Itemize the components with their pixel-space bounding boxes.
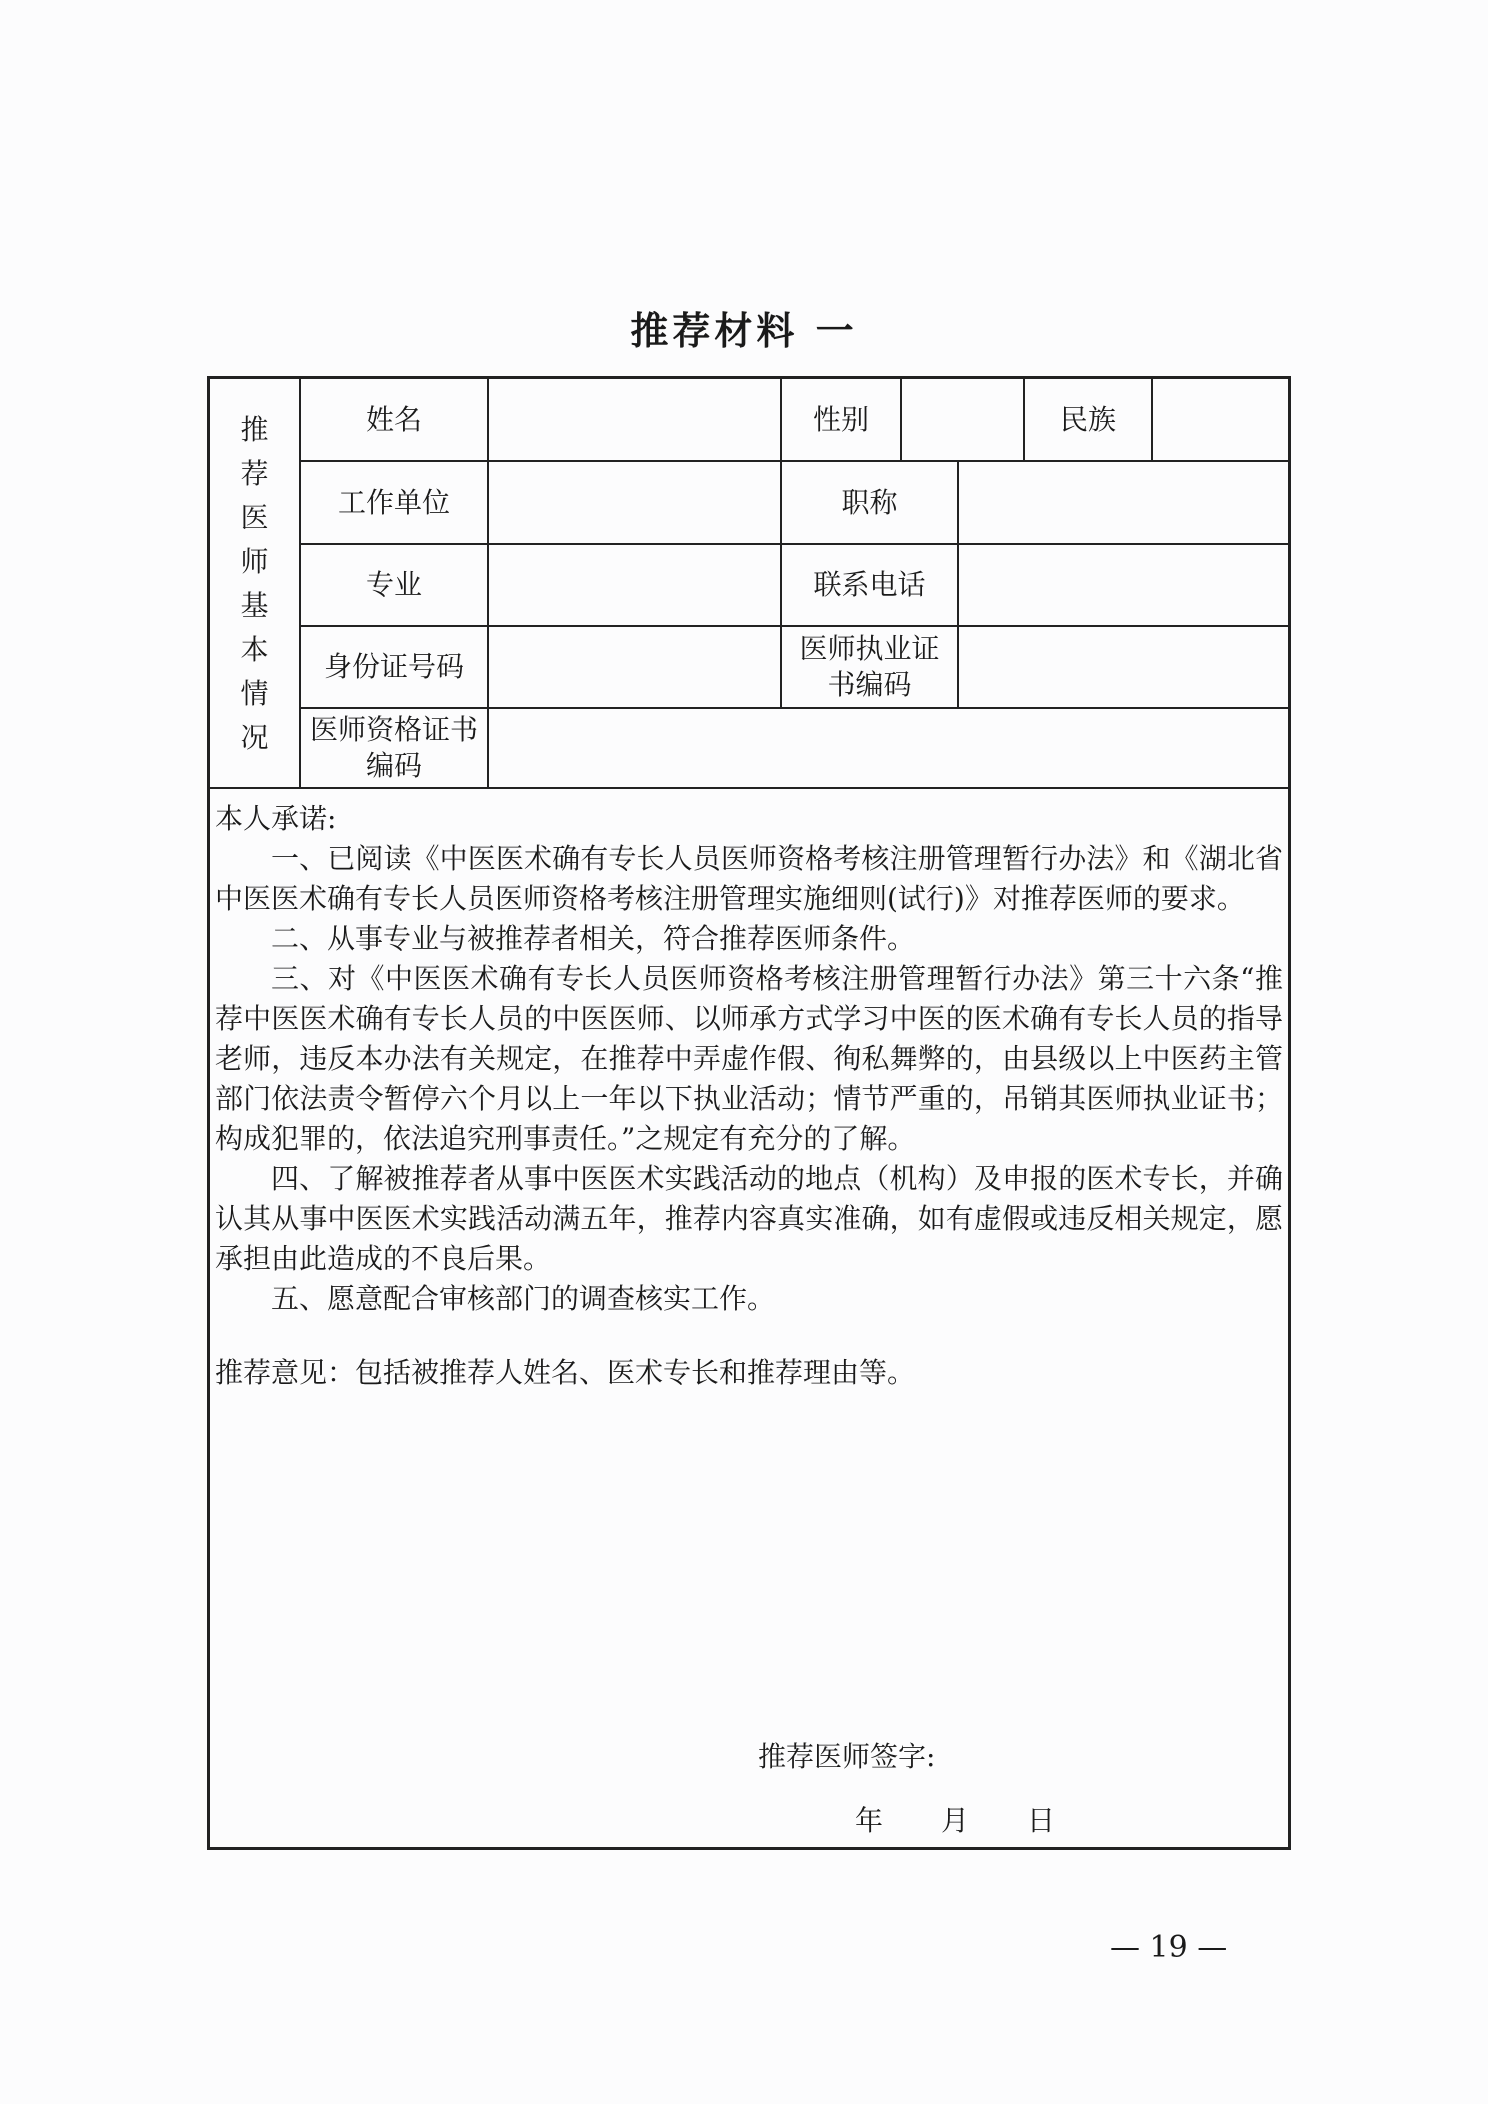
commitment-item: 三、对《中医医术确有专长人员医师资格考核注册管理暂行办法》第三十六条“推荐中医医术确有专长人员的中医医师、以师承方式学习中医的医术确有专长人员的指导老师，违反本办法有关规定，在推荐中弄虚作假、徇私舞弊的，由县级以上中医药主管部门依法责令暂停六个月以上一年以下执业活动；情节严重的，吊销其医师执业证书；构成犯罪的，依法追究刑事责任。”之规定有充分的了解。 bbox=[215, 962, 1283, 1155]
page-title: 推荐材料 一 bbox=[630, 309, 858, 353]
commitment-item: 一、已阅读《中医医术确有专长人员医师资格考核注册管理暂行办法》和《湖北省中医医术确有专长人员医师资格考核注册管理实施细则(试行)》对推荐医师的要求。 bbox=[215, 842, 1283, 915]
recommendation-form bbox=[207, 376, 1291, 1850]
value-practice-cert[interactable] bbox=[959, 627, 1289, 707]
value-phone[interactable] bbox=[959, 545, 1289, 625]
value-specialty[interactable] bbox=[489, 545, 780, 625]
signature-label: 推荐医师签字: bbox=[758, 1740, 936, 1773]
side-label-char: 况 bbox=[240, 721, 269, 754]
label-name: 姓名 bbox=[365, 402, 422, 436]
label-qualification-cert: 医师资格证书编码 bbox=[309, 713, 478, 782]
date-year: 年 bbox=[855, 1804, 884, 1837]
side-label-char: 基 bbox=[240, 589, 269, 622]
date-month: 月 bbox=[941, 1804, 970, 1837]
label-practice-cert: 医师执业证书编码 bbox=[799, 632, 940, 701]
label-gender: 性别 bbox=[812, 402, 869, 436]
label-specialty: 专业 bbox=[365, 568, 422, 601]
value-gender[interactable] bbox=[902, 379, 1023, 460]
side-label-char: 本 bbox=[240, 633, 269, 666]
label-job-title: 职称 bbox=[841, 485, 898, 519]
side-label-char: 医 bbox=[240, 501, 269, 534]
side-label-char: 情 bbox=[240, 677, 269, 710]
recommendation-opinion: 推荐意见：包括被推荐人姓名、医术专长和推荐理由等。 bbox=[215, 1356, 916, 1389]
value-name[interactable] bbox=[489, 379, 780, 460]
label-ethnicity: 民族 bbox=[1059, 402, 1116, 436]
value-id-number[interactable] bbox=[489, 627, 780, 707]
grid-line bbox=[210, 787, 1289, 789]
commitment-section bbox=[215, 799, 1283, 1393]
side-label-char: 荐 bbox=[240, 457, 269, 490]
commitment-item: 四、了解被推荐者从事中医医术实践活动的地点（机构）及申报的医术专长，并确认其从事中医医术实践活动满五年，推荐内容真实准确，如有虚假或违反相关规定，愿承担由此造成的不良后果。 bbox=[215, 1162, 1283, 1275]
side-label-char: 推 bbox=[240, 413, 269, 446]
value-job-title[interactable] bbox=[959, 462, 1289, 543]
page-number: — 19 — bbox=[1110, 1930, 1228, 1965]
commitment-heading: 本人承诺: bbox=[215, 802, 337, 835]
label-phone: 联系电话 bbox=[813, 568, 926, 601]
side-label-char: 师 bbox=[240, 545, 269, 578]
side-label-basic-info bbox=[210, 379, 299, 789]
commitment-item: 五、愿意配合审核部门的调查核实工作。 bbox=[271, 1282, 776, 1315]
commitment-item: 二、从事专业与被推荐者相关，符合推荐医师条件。 bbox=[271, 922, 916, 955]
label-work-unit: 工作单位 bbox=[337, 485, 450, 519]
date-day: 日 bbox=[1027, 1804, 1056, 1837]
value-qualification-cert[interactable] bbox=[489, 709, 1289, 787]
value-work-unit[interactable] bbox=[489, 462, 780, 543]
date-line bbox=[855, 1799, 1055, 1839]
label-id-number: 身份证号码 bbox=[323, 650, 464, 683]
value-ethnicity[interactable] bbox=[1153, 379, 1289, 460]
